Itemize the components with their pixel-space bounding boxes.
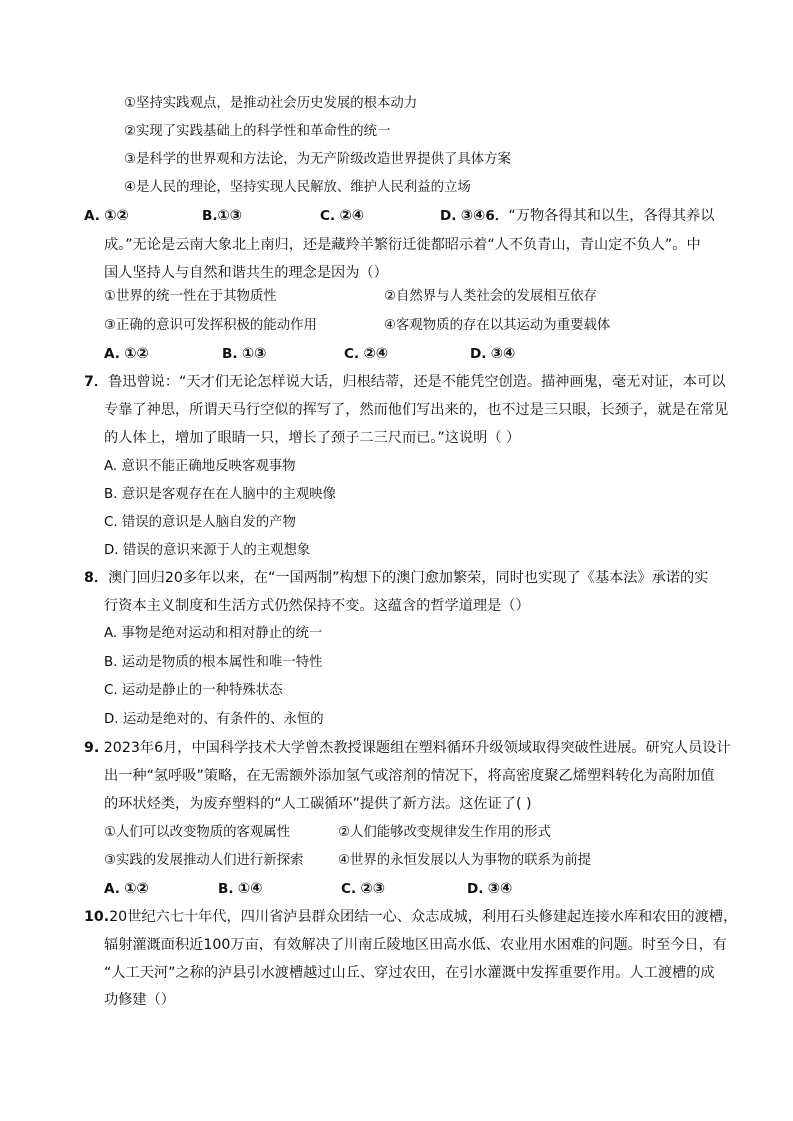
q7-option-b: B. 意识是客观存在在人脑中的主观映像: [104, 487, 336, 502]
q8-line-1: 8．澳门回归20多年以来，在“一国两制”构想下的澳门愈加繁荣，同时也实现了《基本法》承诺的实: [84, 570, 709, 586]
q8-option-c: C. 运动是静止的一种特殊状态: [104, 683, 283, 698]
q6-answer-c: C. ②④: [344, 346, 389, 362]
q6-line-2: 成。”无论是云南大象北上南归，还是藏羚羊繁衍迁徙都昭示着“人不负青山，青山定不负人”。中: [104, 237, 701, 253]
q9-statement-3: ③实践的发展推动人们进行新探索: [104, 853, 304, 868]
q8-option-b: B. 运动是物质的根本属性和唯一特性: [104, 655, 323, 670]
q6-statement-3: ③正确的意识可发挥积极的能动作用: [104, 318, 317, 333]
q10-line-1: 10.20世纪六七十年代，四川省泸县群众团结一心、众志成城，利用石头修建起连接水库和农田的渡槽，: [84, 909, 738, 925]
q5-statement-3: ③是科学的世界观和方法论，为无产阶级改造世界提供了具体方案: [124, 152, 511, 167]
q6-line-3: 国人坚持人与自然和谐共生的理念是因为（）: [104, 265, 388, 281]
q7-line-2: 专靠了神思，所谓天马行空似的挥写了，然而他们写出来的，也不过是三只眼，长颈子，就是在常见: [104, 402, 729, 418]
q9-line-1: 9. 2023年6月，中国科学技术大学曾杰教授课题组在塑料循环升级领域取得突破性进展。研究人员设计: [84, 740, 731, 756]
q9-answer-b: B. ①④: [218, 881, 263, 897]
q7-line-1: 7．鲁迅曾说：“天才们无论怎样说大话，归根结蒂，还是不能凭空创造。描神画鬼，毫无对证，本可以: [84, 374, 726, 390]
q9-line-3: 的环状烃类，为废弃塑料的“人工碳循环”提供了新方法。这佐证了( ): [104, 796, 532, 812]
q6-answer-a: A. ①②: [104, 346, 149, 362]
q9-answer-c: C. ②③: [341, 881, 386, 897]
q8-option-d: D. 运动是绝对的、有条件的、永恒的: [104, 712, 324, 727]
q5-answer-c: C. ②④: [320, 208, 365, 224]
q9-answer-d: D. ③④: [467, 881, 513, 897]
q6-statement-2: ②自然界与人类社会的发展相互依存: [384, 289, 597, 304]
q7-option-c: C. 错误的意识是人脑自发的产物: [104, 515, 296, 530]
q7-option-d: D. 错误的意识来源于人的主观想象: [104, 543, 311, 558]
q10-line-2: 辐射灌溉面积近100万亩，有效解决了川南丘陵地区田高水低、农业用水困难的问题。时至今日，有: [104, 937, 727, 953]
q5-statement-4: ④是人民的理论，坚持实现人民解放、维护人民利益的立场: [124, 180, 471, 195]
q5-statement-1: ①坚持实践观点，是推动社会历史发展的根本动力: [124, 96, 418, 111]
q7-line-3: 的人体上，增加了眼睛一只，增长了颈子二三尺而已。”这说明（ ）: [104, 430, 521, 446]
q10-line-4: 功修建（）: [104, 992, 175, 1008]
q8-line-2: 行资本主义制度和生活方式仍然保持不变。这蕴含的哲学道理是（）: [104, 598, 530, 614]
q6-answer-b: B. ①③: [222, 346, 267, 362]
q7-option-a: A. 意识不能正确地反映客观事物: [104, 459, 296, 474]
q9-statement-4: ④世界的永恒发展以人为事物的联系为前提: [338, 853, 592, 868]
q5-answer-a: A. ①②: [84, 208, 129, 224]
q9-answer-a: A. ①②: [104, 881, 149, 897]
q5-statement-2: ②实现了实践基础上的科学性和革命性的统一: [124, 124, 391, 139]
q10-line-3: “人工天河”之称的泸县引水渡槽越过山丘、穿过农田，在引水灌溉中发挥重要作用。人工渡槽的成: [104, 965, 715, 981]
q8-option-a: A. 事物是绝对运动和相对静止的统一: [104, 626, 323, 641]
q9-statement-1: ①人们可以改变物质的客观属性: [104, 825, 291, 840]
q6-statement-4: ④客观物质的存在以其运动为重要载体: [384, 318, 611, 333]
q5-answer-b: B.①③: [202, 208, 243, 224]
q5-answer-d-and-q6-start: D. ③④6．“万物各得其和以生，各得其养以: [440, 208, 715, 224]
q9-line-2: 出一种“氢呼吸”策略，在无需额外添加氢气或溶剂的情况下，将高密度聚乙烯塑料转化为高附加值: [104, 768, 715, 784]
q6-answer-d: D. ③④: [470, 346, 516, 362]
q6-statement-1: ①世界的统一性在于其物质性: [104, 289, 277, 304]
q9-statement-2: ②人们能够改变规律发生作用的形式: [338, 825, 551, 840]
